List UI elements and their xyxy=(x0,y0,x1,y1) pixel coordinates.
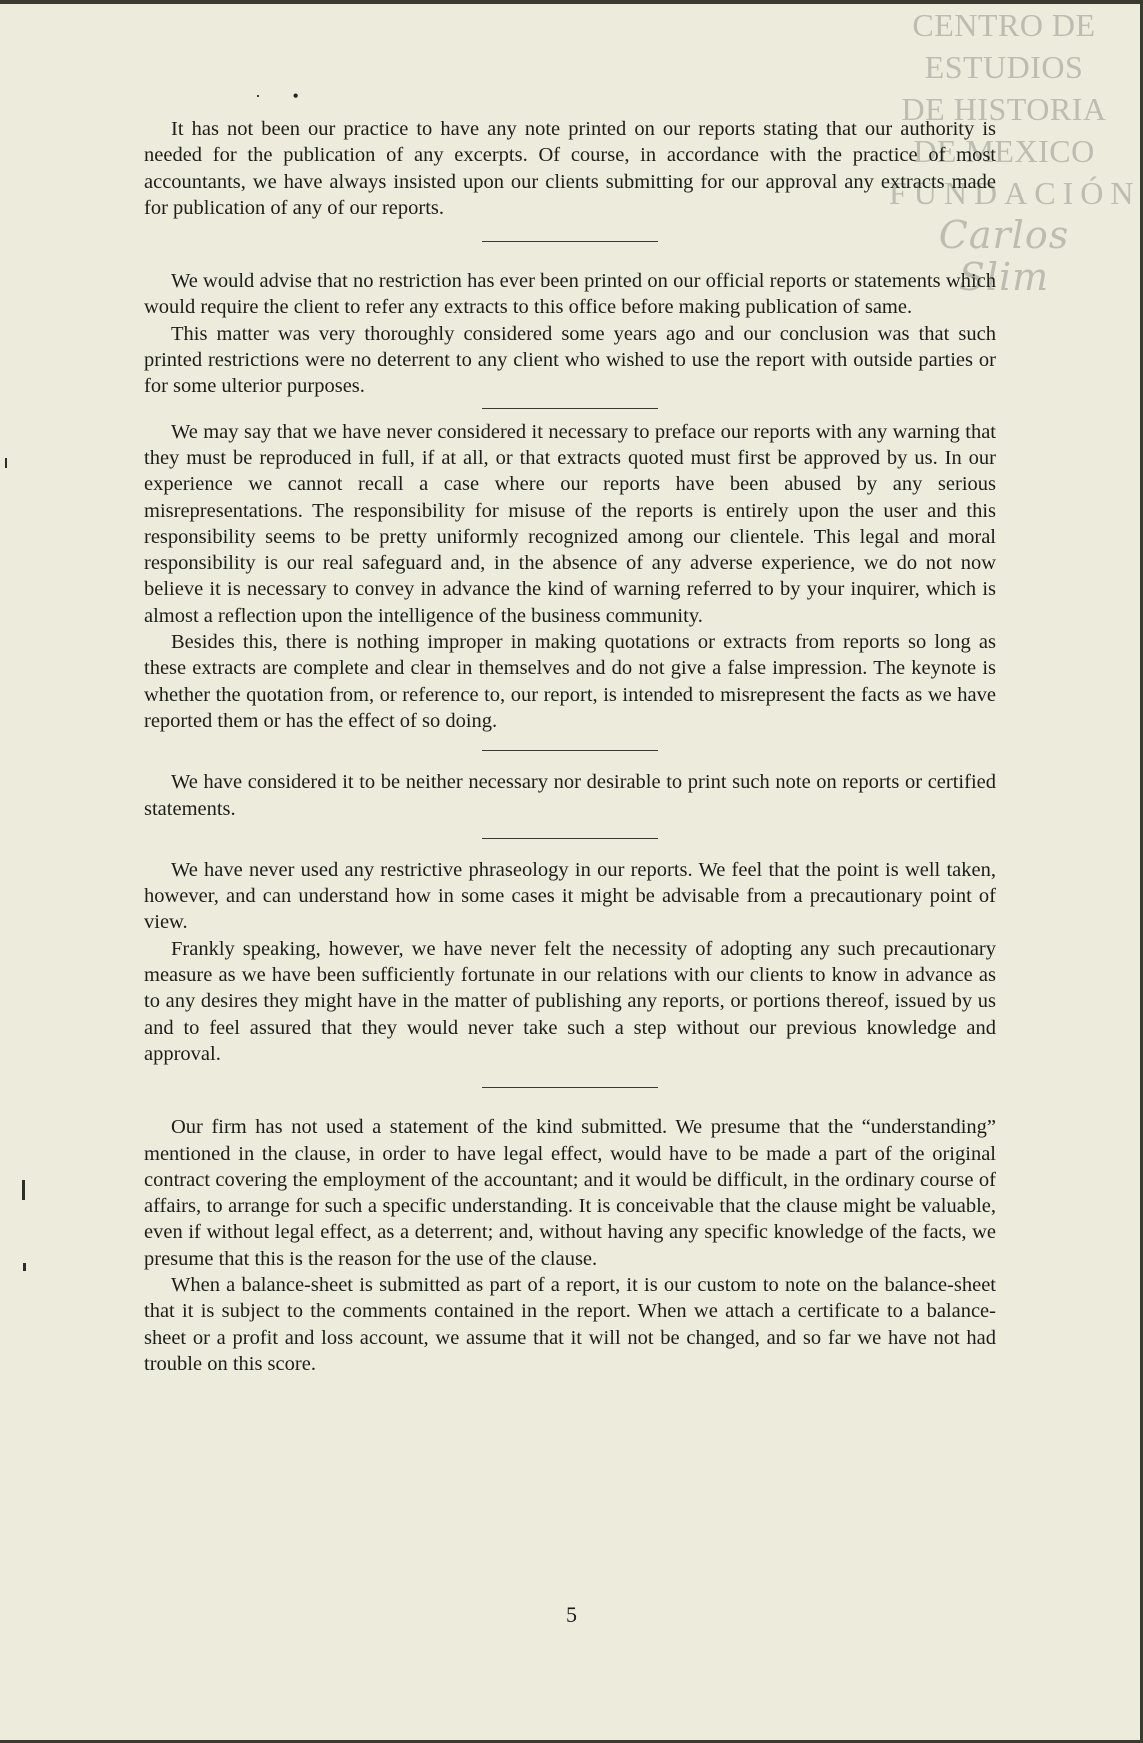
section-divider xyxy=(482,1087,658,1088)
paragraph: We would advise that no restriction has ever been printed on our official reports or statements which would require the client to refer any extracts to this office before making publication of same. xyxy=(144,270,996,319)
paragraph: We have never used any restrictive phraseology in our reports. We feel that the point is well taken, however, and can understand how in some cases it might be advisable from a precautionary point of view. xyxy=(144,858,996,934)
section-divider xyxy=(482,241,658,242)
paragraph: We may say that we have never considered it necessary to preface our reports with any warning that they must be reproduced in full, if at all, or that extracts quoted must first be approved by us. In our experience we cannot recall a case where our reports have been abused by any serious misrepresentations. The responsibility for misuse of the reports is entirely upon the user and this responsibility seems to be pretty uniformly recognized among our clientele. This legal and moral responsibility is our real safeguard and, in the absence of any adverse experience, we do not now believe it is necessary to convey in advance the kind of warning referred to by your inquirer, which is almost a reflection upon the intelligence of the business community. xyxy=(144,420,996,627)
watermark-line: FUNDACIÓN xyxy=(889,175,1141,211)
print-specks: · • xyxy=(255,86,299,106)
watermark-line: CENTRO DE xyxy=(912,7,1096,43)
section-divider xyxy=(482,838,658,839)
watermark-line: DE MEXICO xyxy=(913,133,1095,169)
paragraph: It has not been our practice to have any note printed on our reports stating that our authority is needed for the publication of any excerpts. Of course, in accordance with the practice of most accountants, we have always insisted upon our clients submitting for our approval any extracts made for publication of any of our reports. xyxy=(144,118,996,219)
margin-mark xyxy=(5,458,7,468)
margin-mark xyxy=(23,1263,26,1271)
page-number: 5 xyxy=(566,1602,577,1627)
paragraph: This matter was very thoroughly considered some years ago and our conclusion was that such printed restrictions were no deterrent to any client who wished to use the report with outside parties or for some ulterior purposes. xyxy=(144,322,996,398)
paragraph: We have considered it to be neither necessary nor desirable to print such note on reports or certified statements. xyxy=(144,771,996,820)
watermark-line: ESTUDIOS xyxy=(924,49,1084,85)
section-divider xyxy=(482,750,658,751)
paragraph: Frankly speaking, however, we have never felt the necessity of adopting any such precautionary measure as we have been sufficiently fortunate in our relations with our clients to know in advance as to any desires they might have in the matter of publishing any reports, or portions thereof, issued by us and to feel assured that they would never take such a step without our previous knowledge and approval. xyxy=(144,937,996,1065)
paragraph: When a balance-sheet is submitted as part of a report, it is our custom to note on the balance-sheet that it is subject to the comments contained in the report. When we attach a certificate to a balance-sheet or a profit and loss account, we assume that it will not be changed, and so far we have not had trouble on this score. xyxy=(144,1273,996,1375)
section-divider xyxy=(482,408,658,409)
watermark-line: DE HISTORIA xyxy=(901,91,1107,127)
paragraph: Besides this, there is nothing improper in making quotations or extracts from reports so long as these extracts are complete and clear in themselves and do not give a false impression. The keynote is whether the quotation from, or reference to, our report, is intended to misrepresent the facts as we have reported them or has the effect of so doing. xyxy=(144,631,996,732)
letter-body xyxy=(144,116,996,1377)
watermark-signature: Carlos Slim xyxy=(938,213,1070,299)
paragraph: Our firm has not used a statement of the kind submitted. We presume that the “understanding” mentioned in the clause, in order to have legal effect, would have to be made a part of the original contract covering the employment of the accountant; and it would be difficult, in the ordinary course of affairs, to arrange for such a specific understanding. It is conceivable that the clause might be valuable, even if without legal effect, as a deterrent; and, without having any specific knowledge of the facts, we presume that this is the reason for the use of the clause. xyxy=(144,1116,996,1270)
margin-mark xyxy=(22,1180,25,1200)
